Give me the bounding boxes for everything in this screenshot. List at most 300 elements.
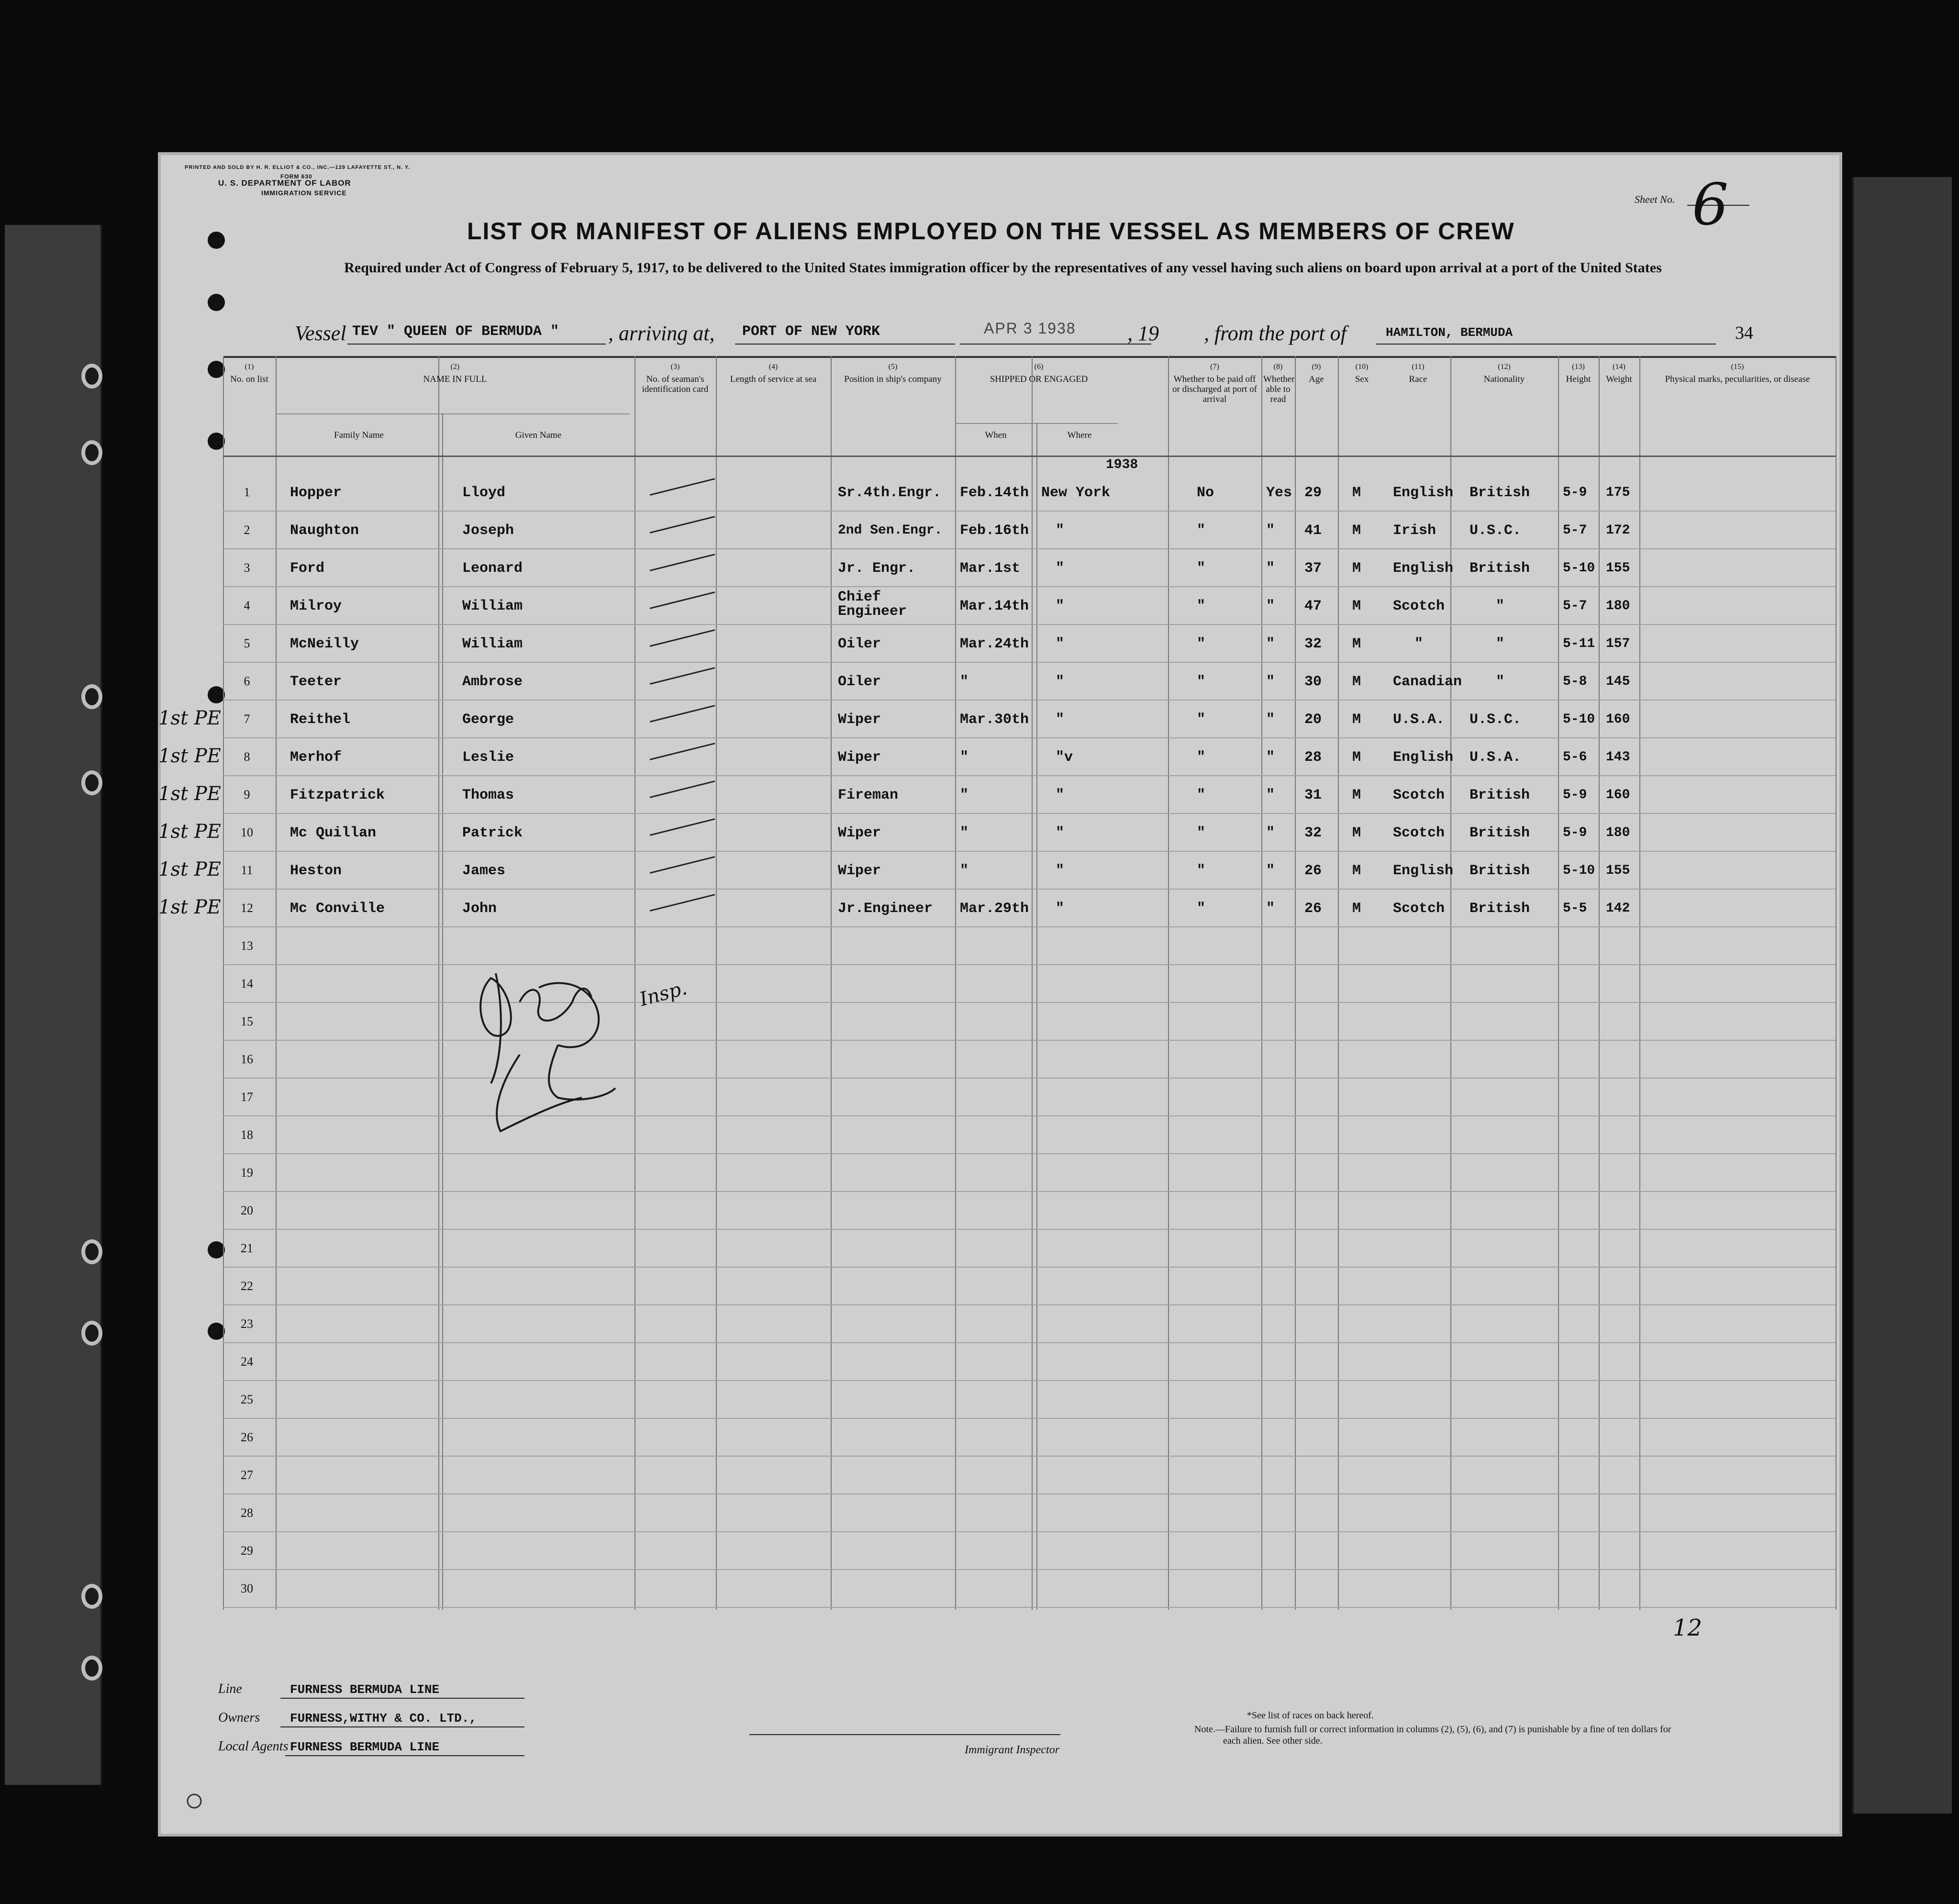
race: English	[1393, 863, 1454, 879]
able-to-read: "	[1266, 712, 1275, 728]
column-divider	[1168, 356, 1169, 1610]
id-card-slash	[650, 894, 715, 912]
position: 2nd Sen.Engr.	[838, 523, 943, 538]
able-to-read: "	[1266, 598, 1275, 614]
height: 5-5	[1563, 901, 1587, 916]
punch-hole	[81, 364, 102, 389]
paid-off: "	[1197, 825, 1206, 841]
signature-title: Insp.	[637, 977, 690, 1011]
family-name-header: Family Name	[334, 430, 384, 440]
col-read-number: (8)	[1273, 363, 1283, 371]
col-age-label: Age	[1309, 374, 1324, 384]
able-to-read: "	[1266, 674, 1275, 690]
col-shipped-label: SHIPPED OR ENGAGED	[990, 374, 1088, 384]
race: Scotch	[1393, 825, 1445, 841]
col-height-number: (13)	[1572, 363, 1585, 371]
height: 5-9	[1563, 788, 1587, 802]
given-name: Joseph	[462, 523, 514, 539]
weight: 180	[1606, 599, 1630, 613]
shipped-where: "	[1056, 825, 1065, 841]
weight: 142	[1606, 901, 1630, 916]
position: Wiper	[838, 712, 881, 728]
year-prefix: , 19	[1127, 322, 1159, 345]
column-divider	[1639, 356, 1640, 1610]
sheet-no-label: Sheet No.	[1635, 193, 1675, 205]
col-weight-number: (14)	[1613, 363, 1625, 371]
races-note: *See list of races on back hereof.	[1247, 1710, 1374, 1721]
id-card-slash	[650, 780, 715, 798]
col-paid-off-label: Whether to be paid off or discharged at port of arrival	[1172, 374, 1257, 404]
row-number: 23	[241, 1317, 253, 1331]
col-race-label: Race	[1409, 374, 1427, 384]
shipped-when: Mar.29th	[960, 901, 1029, 917]
inspector-signature-line	[749, 1734, 1060, 1735]
col-id-card-number: (3)	[670, 363, 680, 371]
age: 26	[1304, 863, 1322, 879]
row-number: 25	[241, 1392, 253, 1406]
shipped-when: "	[960, 863, 969, 879]
row-number: 15	[241, 1014, 253, 1028]
height: 5-10	[1563, 561, 1595, 576]
row-number: 21	[241, 1241, 253, 1255]
punch-hole	[81, 770, 102, 795]
able-to-read: "	[1266, 787, 1275, 803]
col-weight-label: Weight	[1606, 374, 1632, 384]
row-number: 14	[241, 977, 253, 991]
shipped-when: "	[960, 787, 969, 803]
sex: M	[1352, 825, 1361, 841]
sex: M	[1352, 485, 1361, 501]
id-card-slash	[650, 629, 715, 647]
family-given-divider	[442, 413, 443, 1610]
race: Scotch	[1393, 598, 1445, 614]
sex: M	[1352, 598, 1361, 614]
nationality: British	[1469, 901, 1530, 917]
row-number: 4	[244, 599, 250, 612]
punch-hole	[81, 1656, 102, 1681]
position: Wiper	[838, 749, 881, 766]
family-name: Merhof	[290, 749, 342, 766]
line-label: Line	[218, 1681, 242, 1696]
row-number: 16	[241, 1052, 253, 1066]
position: Oiler	[838, 674, 881, 690]
row-number: 1	[244, 485, 250, 499]
row-number: 8	[244, 750, 250, 764]
sex: M	[1352, 636, 1361, 652]
given-name: Leslie	[462, 749, 514, 766]
row-rule	[223, 851, 1836, 852]
row-number: 26	[241, 1430, 253, 1444]
id-card-slash	[650, 743, 715, 760]
col-nationality-label: Nationality	[1483, 374, 1525, 384]
paid-off: "	[1197, 863, 1206, 879]
row-rule	[223, 548, 1836, 549]
punch-hole	[81, 1239, 102, 1264]
age: 37	[1304, 560, 1322, 577]
weight: 157	[1606, 636, 1630, 651]
given-name: Thomas	[462, 787, 514, 803]
form-number: FORM 630	[280, 173, 312, 180]
column-divider	[438, 356, 439, 1610]
paid-off: "	[1197, 598, 1206, 614]
family-name: Teeter	[290, 674, 342, 690]
height: 5-9	[1563, 825, 1587, 840]
paid-off: "	[1197, 560, 1206, 577]
height: 5-8	[1563, 674, 1587, 689]
margin-note: 1st PE	[158, 858, 221, 880]
owners-value: FURNESS,WITHY & CO. LTD.,	[290, 1711, 477, 1726]
inspector-signature	[462, 959, 625, 1141]
sex: M	[1352, 523, 1361, 539]
vessel-name: TEV " QUEEN OF BERMUDA "	[352, 323, 559, 340]
col-physical-number: (15)	[1731, 363, 1744, 371]
page-title: LIST OR MANIFEST OF ALIENS EMPLOYED ON THE VESSEL AS MEMBERS OF CREW	[467, 218, 1515, 245]
arrival-port: PORT OF NEW YORK	[742, 323, 880, 340]
row-number: 24	[241, 1355, 253, 1369]
agents-value: FURNESS BERMUDA LINE	[290, 1740, 440, 1754]
able-to-read: "	[1266, 636, 1275, 652]
shipped-when: Feb.14th	[960, 485, 1029, 501]
weight: 145	[1606, 674, 1630, 689]
col-race-number: (11)	[1412, 363, 1425, 371]
able-to-read: "	[1266, 901, 1275, 917]
shipped-when: "	[960, 749, 969, 766]
column-divider	[1558, 356, 1559, 1610]
date-stamp: APR 3 1938	[984, 320, 1076, 337]
row-rule	[223, 662, 1836, 663]
id-card-slash	[650, 516, 715, 534]
page-number: 34	[1735, 323, 1753, 343]
weight: 160	[1606, 712, 1630, 727]
given-name-header: Given Name	[515, 430, 562, 440]
paid-off: "	[1197, 749, 1206, 766]
header-bottom-rule	[223, 456, 1836, 457]
weight: 160	[1606, 788, 1630, 802]
nationality: U.S.C.	[1469, 523, 1522, 539]
inspector-label: Immigrant Inspector	[965, 1744, 1059, 1756]
race: Scotch	[1393, 901, 1445, 917]
row-number: 13	[241, 939, 253, 953]
nationality: "	[1496, 674, 1505, 690]
age: 28	[1304, 749, 1322, 766]
given-name: Lloyd	[462, 485, 506, 501]
when-where-divider	[1036, 423, 1037, 1610]
position: Wiper	[838, 863, 881, 879]
position: Wiper	[838, 825, 881, 841]
sex: M	[1352, 674, 1361, 690]
page-subtitle: Required under Act of Congress of February 5, 1917, to be delivered to the United States immigration officer by the representatives of any vessel having such aliens on board upon arrival at a port of the United States	[344, 260, 1662, 276]
family-name: Heston	[290, 863, 342, 879]
row-rule	[223, 1569, 1836, 1570]
col-sex-label: Sex	[1355, 374, 1369, 384]
weight: 180	[1606, 825, 1630, 840]
race: English	[1393, 560, 1454, 577]
family-name: Ford	[290, 560, 325, 577]
line-underline	[280, 1698, 524, 1699]
sheet-number: 6	[1692, 172, 1729, 238]
column-divider	[955, 356, 956, 1610]
id-card-slash	[650, 554, 715, 571]
sex: M	[1352, 863, 1361, 879]
manifest-sheet	[158, 152, 1842, 1837]
paid-off: "	[1197, 523, 1206, 539]
position: Chief Engineer	[838, 589, 907, 620]
row-rule	[223, 511, 1836, 512]
col-physical-label: Physical marks, peculiarities, or disease	[1665, 374, 1810, 384]
row-number: 20	[241, 1203, 253, 1217]
shipped-when: Mar.14th	[960, 598, 1029, 614]
nationality: British	[1469, 787, 1530, 803]
row-number: 19	[241, 1166, 253, 1180]
paid-off: "	[1197, 901, 1206, 917]
race: English	[1393, 749, 1454, 766]
sex: M	[1352, 712, 1361, 728]
shipped-where: "	[1056, 598, 1065, 614]
row-number: 17	[241, 1090, 253, 1104]
shipped-where: "	[1056, 560, 1065, 577]
row-rule	[223, 889, 1836, 890]
margin-note: 1st PE	[158, 745, 221, 767]
paid-off: No	[1197, 485, 1214, 501]
shipped-where: "	[1056, 523, 1065, 539]
nationality: British	[1469, 485, 1530, 501]
col-sex-number: (10)	[1355, 363, 1369, 371]
able-to-read: "	[1266, 523, 1275, 539]
agents-underline	[285, 1755, 524, 1756]
row-rule	[223, 775, 1836, 776]
fine-note: Note.—Failure to furnish full or correct information in columns (2), (5), (6), and (7) is punishable by a fine of ten dollars for each alien. See other side.	[1194, 1724, 1671, 1746]
family-name: Mc Conville	[290, 901, 385, 917]
given-name: William	[462, 598, 523, 614]
shipped-where: "v	[1056, 749, 1073, 766]
column-divider	[1450, 356, 1451, 1610]
service-label: IMMIGRATION SERVICE	[261, 189, 347, 197]
margin-note: 1st PE	[158, 707, 221, 729]
column-divider	[223, 356, 224, 1610]
margin-note: 1st PE	[158, 821, 221, 843]
weight: 172	[1606, 523, 1630, 538]
given-name: James	[462, 863, 506, 879]
paid-off: "	[1197, 712, 1206, 728]
margin-note: 1st PE	[158, 896, 221, 918]
id-card-slash	[650, 667, 715, 685]
age: 32	[1304, 825, 1322, 841]
owners-underline	[280, 1726, 524, 1727]
row-number: 12	[241, 901, 253, 915]
name-subheader-rule	[276, 413, 630, 414]
row-rule	[223, 926, 1836, 927]
stamp-mark	[175, 1782, 213, 1820]
family-name: Milroy	[290, 598, 342, 614]
shipped-where: "	[1056, 636, 1065, 652]
col-position-label: Position in ship's company	[844, 374, 942, 384]
shipped-when: Mar.1st	[960, 560, 1021, 577]
column-divider	[1261, 356, 1262, 1610]
nationality: U.S.A.	[1469, 749, 1522, 766]
age: 41	[1304, 523, 1322, 539]
owners-label: Owners	[218, 1710, 260, 1725]
row-rule	[223, 813, 1836, 814]
given-name: Patrick	[462, 825, 523, 841]
year-heading: 1938	[1106, 457, 1138, 472]
margin-note: 1st PE	[158, 783, 221, 805]
shipped-when: Mar.30th	[960, 712, 1029, 728]
sex: M	[1352, 749, 1361, 766]
height: 5-6	[1563, 750, 1587, 765]
shipped-where: "	[1056, 863, 1065, 879]
row-rule	[223, 1493, 1836, 1494]
agents-label: Local Agents	[218, 1739, 289, 1754]
row-number: 30	[241, 1581, 253, 1595]
family-name: Naughton	[290, 523, 359, 539]
punch-hole	[81, 1321, 102, 1346]
age: 26	[1304, 901, 1322, 917]
crew-table	[158, 155, 1839, 1834]
row-rule	[223, 700, 1836, 701]
able-to-read: Yes	[1266, 485, 1292, 501]
where-header: Where	[1067, 430, 1092, 440]
position: Oiler	[838, 636, 881, 652]
col-age-number: (9)	[1312, 363, 1321, 371]
row-rule	[223, 1153, 1836, 1154]
race: Canadian	[1393, 674, 1462, 690]
row-number: 11	[241, 863, 253, 877]
shipped-where: "	[1056, 674, 1065, 690]
row-rule	[223, 1380, 1836, 1381]
nationality: British	[1469, 825, 1530, 841]
department-label: U. S. DEPARTMENT OF LABOR	[218, 178, 351, 188]
position: Jr. Engr.	[838, 560, 916, 577]
column-divider	[831, 356, 832, 1610]
age: 29	[1304, 485, 1322, 501]
weight: 175	[1606, 485, 1630, 500]
row-rule	[223, 1267, 1836, 1268]
col-position-number: (5)	[888, 363, 898, 371]
given-name: George	[462, 712, 514, 728]
col-read-label: Whether able to read	[1263, 374, 1295, 404]
row-rule	[223, 586, 1836, 587]
nationality: "	[1496, 598, 1505, 614]
row-rule	[223, 1191, 1836, 1192]
punch-hole	[81, 1584, 102, 1609]
row-number: 28	[241, 1506, 253, 1520]
row-rule	[223, 624, 1836, 625]
nationality: British	[1469, 560, 1530, 577]
row-number: 6	[244, 674, 250, 688]
punch-hole	[81, 440, 102, 465]
column-divider	[1032, 356, 1033, 1610]
able-to-read: "	[1266, 749, 1275, 766]
position: Fireman	[838, 787, 899, 803]
position: Jr.Engineer	[838, 901, 933, 917]
race: English	[1393, 485, 1454, 501]
vessel-label: Vessel	[295, 322, 346, 345]
given-name: William	[462, 636, 523, 652]
line-value: FURNESS BERMUDA LINE	[290, 1682, 440, 1697]
weight: 155	[1606, 863, 1630, 878]
row-number: 27	[241, 1468, 253, 1482]
race: U.S.A.	[1393, 712, 1445, 728]
id-card-slash	[650, 591, 715, 609]
col-length-service-number: (4)	[768, 363, 778, 371]
race: Scotch	[1393, 787, 1445, 803]
height: 5-10	[1563, 712, 1595, 727]
weight: 155	[1606, 561, 1630, 576]
column-divider	[1338, 356, 1339, 1610]
height: 5-10	[1563, 863, 1595, 878]
able-to-read: "	[1266, 560, 1275, 577]
sex: M	[1352, 560, 1361, 577]
column-divider	[634, 356, 635, 1610]
given-name: Ambrose	[462, 674, 523, 690]
handwritten-count: 12	[1673, 1615, 1703, 1641]
sex: M	[1352, 901, 1361, 917]
row-rule	[223, 1229, 1836, 1230]
age: 32	[1304, 636, 1322, 652]
punch-hole	[81, 684, 102, 709]
able-to-read: "	[1266, 825, 1275, 841]
row-rule	[223, 1531, 1836, 1532]
paid-off: "	[1197, 636, 1206, 652]
col-length-service-label: Length of service at sea	[730, 374, 817, 384]
row-number: 22	[241, 1279, 253, 1293]
paid-off: "	[1197, 787, 1206, 803]
age: 30	[1304, 674, 1322, 690]
row-number: 29	[241, 1544, 253, 1558]
shipped-when: Mar.24th	[960, 636, 1029, 652]
shipped-where: "	[1056, 712, 1065, 728]
shipped-where: "	[1056, 787, 1065, 803]
race: "	[1414, 636, 1424, 652]
from-port: HAMILTON, BERMUDA	[1386, 325, 1513, 340]
table-top-border	[223, 356, 1836, 358]
row-number: 18	[241, 1128, 253, 1142]
nationality: British	[1469, 863, 1530, 879]
col-name-number: (2)	[450, 363, 460, 371]
row-rule	[223, 1607, 1836, 1608]
right-stub-strip	[1852, 177, 1952, 1814]
row-rule	[223, 737, 1836, 738]
shipped-when: "	[960, 825, 969, 841]
id-card-slash	[650, 478, 715, 496]
when-header: When	[985, 430, 1007, 440]
paid-off: "	[1197, 674, 1206, 690]
height: 5-11	[1563, 636, 1595, 651]
column-divider	[1599, 356, 1600, 1610]
shipped-where: New York	[1041, 485, 1111, 501]
race: Irish	[1393, 523, 1436, 539]
col-name-label: NAME IN FULL	[423, 374, 487, 384]
height: 5-7	[1563, 523, 1587, 538]
able-to-read: "	[1266, 863, 1275, 879]
age: 31	[1304, 787, 1322, 803]
row-rule	[223, 1456, 1836, 1457]
nationality: U.S.C.	[1469, 712, 1522, 728]
height: 5-7	[1563, 599, 1587, 613]
row-number: 2	[244, 523, 250, 537]
row-number: 7	[244, 712, 250, 726]
family-name: Hopper	[290, 485, 342, 501]
nationality: "	[1496, 636, 1505, 652]
printer-line: PRINTED AND SOLD BY H. R. ELLIOT & CO., INC.—129 LAFAYETTE ST., N. Y.	[185, 165, 411, 170]
id-card-slash	[650, 856, 715, 874]
row-rule	[223, 1418, 1836, 1419]
family-name: Reithel	[290, 712, 351, 728]
arriving-label: , arriving at,	[608, 322, 715, 345]
col-shipped-number: (6)	[1034, 363, 1044, 371]
shipped-where: "	[1056, 901, 1065, 917]
row-number: 10	[241, 825, 253, 839]
